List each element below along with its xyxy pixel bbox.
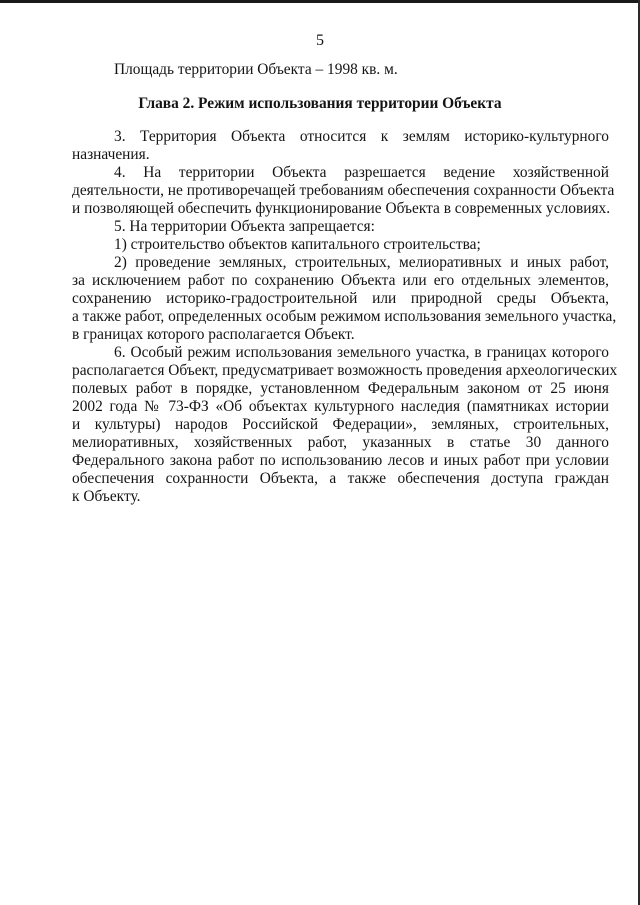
list-item-2-line: сохранению историко-градостроительной или природной среды Объекта, bbox=[72, 290, 609, 307]
paragraph-6-line: полевых работ в порядке, установленном Федеральным законом от 25 июня bbox=[72, 380, 609, 397]
scan-top-edge bbox=[0, 0, 640, 3]
list-item-2-line: 2) проведение земляных, строительных, мелиоративных и иных работ, bbox=[114, 254, 609, 271]
paragraph-6-line: мелиоративных, хозяйственных работ, указанных в статье 30 данного bbox=[72, 434, 609, 451]
paragraph-6-line: располагается Объект, предусматривает возможность проведения археологических bbox=[72, 362, 618, 379]
list-item-2-line: за исключением работ по сохранению Объекта или его отдельных элементов, bbox=[72, 272, 609, 289]
paragraph-4-line: и позволяющей обеспечить функционирование Объекта в современных условиях. bbox=[72, 200, 611, 217]
paragraph-6-line: и культуры) народов Российской Федерации», земляных, строительных, bbox=[72, 416, 609, 433]
area-line: Площадь территории Объекта – 1998 кв. м. bbox=[114, 61, 398, 78]
paragraph-4-line: деятельности, не противоречащей требованиям обеспечения сохранности Объекта bbox=[72, 182, 615, 199]
paragraph-5-line: 5. На территории Объекта запрещается: bbox=[114, 218, 375, 235]
paragraph-6-line: 6. Особый режим использования земельного участка, в границах которого bbox=[114, 344, 609, 361]
paragraph-3-line: назначения. bbox=[72, 146, 150, 163]
chapter-heading: Глава 2. Режим использования территории Объекта bbox=[138, 95, 502, 112]
list-item-2-line: в границах которого располагается Объект. bbox=[72, 326, 355, 343]
paragraph-6-line: обеспечения сохранности Объекта, а также обеспечения доступа граждан bbox=[72, 470, 609, 487]
list-item-2-line: а также работ, определенных особым режимом использования земельного участка, bbox=[72, 308, 617, 325]
paragraph-4-line: 4. На территории Объекта разрешается ведение хозяйственной bbox=[114, 164, 609, 181]
page-number: 5 bbox=[316, 32, 324, 49]
paragraph-6-line: Федерального закона работ по использованию лесов и иных работ при условии bbox=[72, 452, 609, 469]
paragraph-6-line: 2002 года № 73-ФЗ «Об объектах культурного наследия (памятниках истории bbox=[72, 398, 609, 415]
paragraph-6-line: к Объекту. bbox=[72, 488, 141, 505]
list-item-1-line: 1) строительство объектов капитального строительства; bbox=[114, 236, 481, 253]
paragraph-3-line: 3. Территория Объекта относится к землям историко-культурного bbox=[114, 128, 609, 145]
